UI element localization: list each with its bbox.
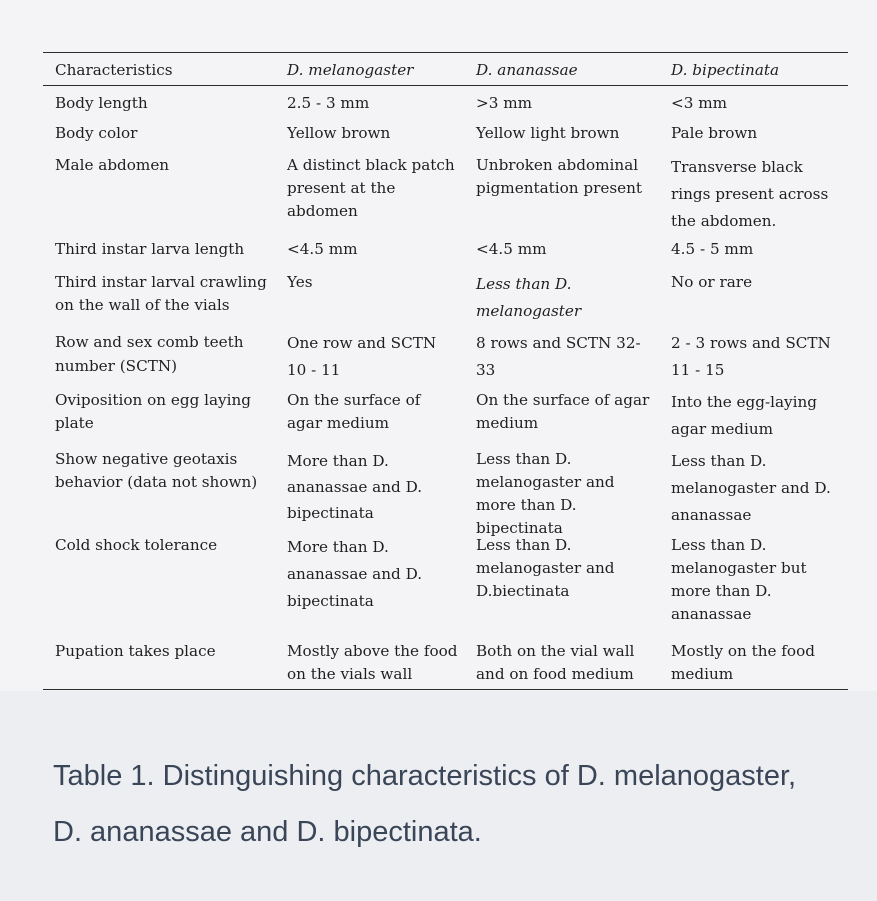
- table-cell: Less than D. melanogaster and more than D. bipectinata: [476, 450, 615, 537]
- table-cell: Mostly above the food on the vials wall: [287, 642, 458, 683]
- table-cell: Yellow brown: [287, 124, 391, 142]
- table-cell: On the surface of agar medium: [476, 391, 650, 432]
- table-cell: Transverse black rings present across the abdomen.: [671, 158, 829, 230]
- table-cell: Pale brown: [671, 124, 758, 142]
- table-header-row: [43, 53, 848, 86]
- row-label: Male abdomen: [55, 156, 170, 174]
- table-cell: <4.5 mm: [287, 240, 358, 258]
- table-row: [43, 116, 848, 148]
- table-row: [43, 265, 848, 324]
- row-label: Cold shock tolerance: [55, 536, 218, 554]
- header-bipectinata: D. bipectinata: [671, 61, 780, 79]
- table-cell: On the surface of agar medium: [287, 391, 421, 432]
- row-label: Body color: [55, 124, 138, 142]
- row-label: Row and sex comb teeth number (SCTN): [55, 333, 244, 375]
- table-cell: Unbroken abdominal pigmentation present: [476, 156, 642, 197]
- row-label: Body length: [55, 94, 148, 112]
- table-cell: >3 mm: [476, 94, 533, 112]
- table-cell: Yes: [287, 273, 313, 291]
- header-characteristics: Characteristics: [55, 61, 173, 79]
- table-row: [43, 528, 848, 634]
- table-row: [43, 148, 848, 234]
- row-label: Third instar larva length: [55, 240, 245, 258]
- table-cell: <3 mm: [671, 94, 728, 112]
- table-caption: Table 1. Distinguishing characteristics of D. melanogaster, D. ananassae and D. bipectinata.: [53, 760, 797, 848]
- table-cell: Less than D. melanogaster: [476, 275, 582, 320]
- table-row: [43, 442, 848, 537]
- table-row: [43, 234, 848, 265]
- row-label: Pupation takes place: [55, 642, 216, 660]
- table-cell: <4.5 mm: [476, 240, 547, 258]
- characteristics-table: [43, 52, 848, 690]
- table-cell: 4.5 - 5 mm: [671, 240, 754, 258]
- table-cell: A distinct black patch present at the abdomen: [287, 156, 455, 220]
- table-row: [43, 86, 848, 116]
- table-cell: 2.5 - 3 mm: [287, 94, 370, 112]
- table-cell: Less than D. melanogaster and D.biectinata: [476, 536, 615, 600]
- table-bottom-rule: [43, 689, 848, 690]
- table-cell: One row and SCTN 10 - 11: [287, 334, 437, 379]
- row-label: Third instar larval crawling on the wall of the vials: [55, 273, 267, 314]
- table-cell: Yellow light brown: [476, 124, 620, 142]
- table-cell: More than D. ananassae and D. bipectinata: [287, 452, 423, 522]
- header-ananassae: D. ananassae: [476, 61, 578, 79]
- table-cell: No or rare: [671, 273, 753, 291]
- table-row: [43, 324, 848, 383]
- table-row: [43, 634, 848, 690]
- row-label: Show negative geotaxis behavior (data not shown): [55, 450, 258, 491]
- table-cell: Into the egg-laying agar medium: [671, 393, 817, 438]
- table-cell: 8 rows and SCTN 32-33: [476, 334, 641, 379]
- table-row: [43, 383, 848, 442]
- table-cell: Less than D. melanogaster but more than D. ananassae: [671, 536, 807, 623]
- table-cell: More than D. ananassae and D. bipectinata: [287, 538, 423, 610]
- table-cell: Both on the vial wall and on food medium: [476, 642, 635, 683]
- table-cell: Less than D. melanogaster and D. ananassae: [671, 452, 831, 524]
- row-label: Oviposition on egg laying plate: [55, 391, 251, 432]
- header-melanogaster: D. melanogaster: [287, 61, 414, 79]
- table-cell: Mostly on the food medium: [671, 642, 815, 683]
- table-cell: 2 - 3 rows and SCTN 11 - 15: [671, 334, 831, 379]
